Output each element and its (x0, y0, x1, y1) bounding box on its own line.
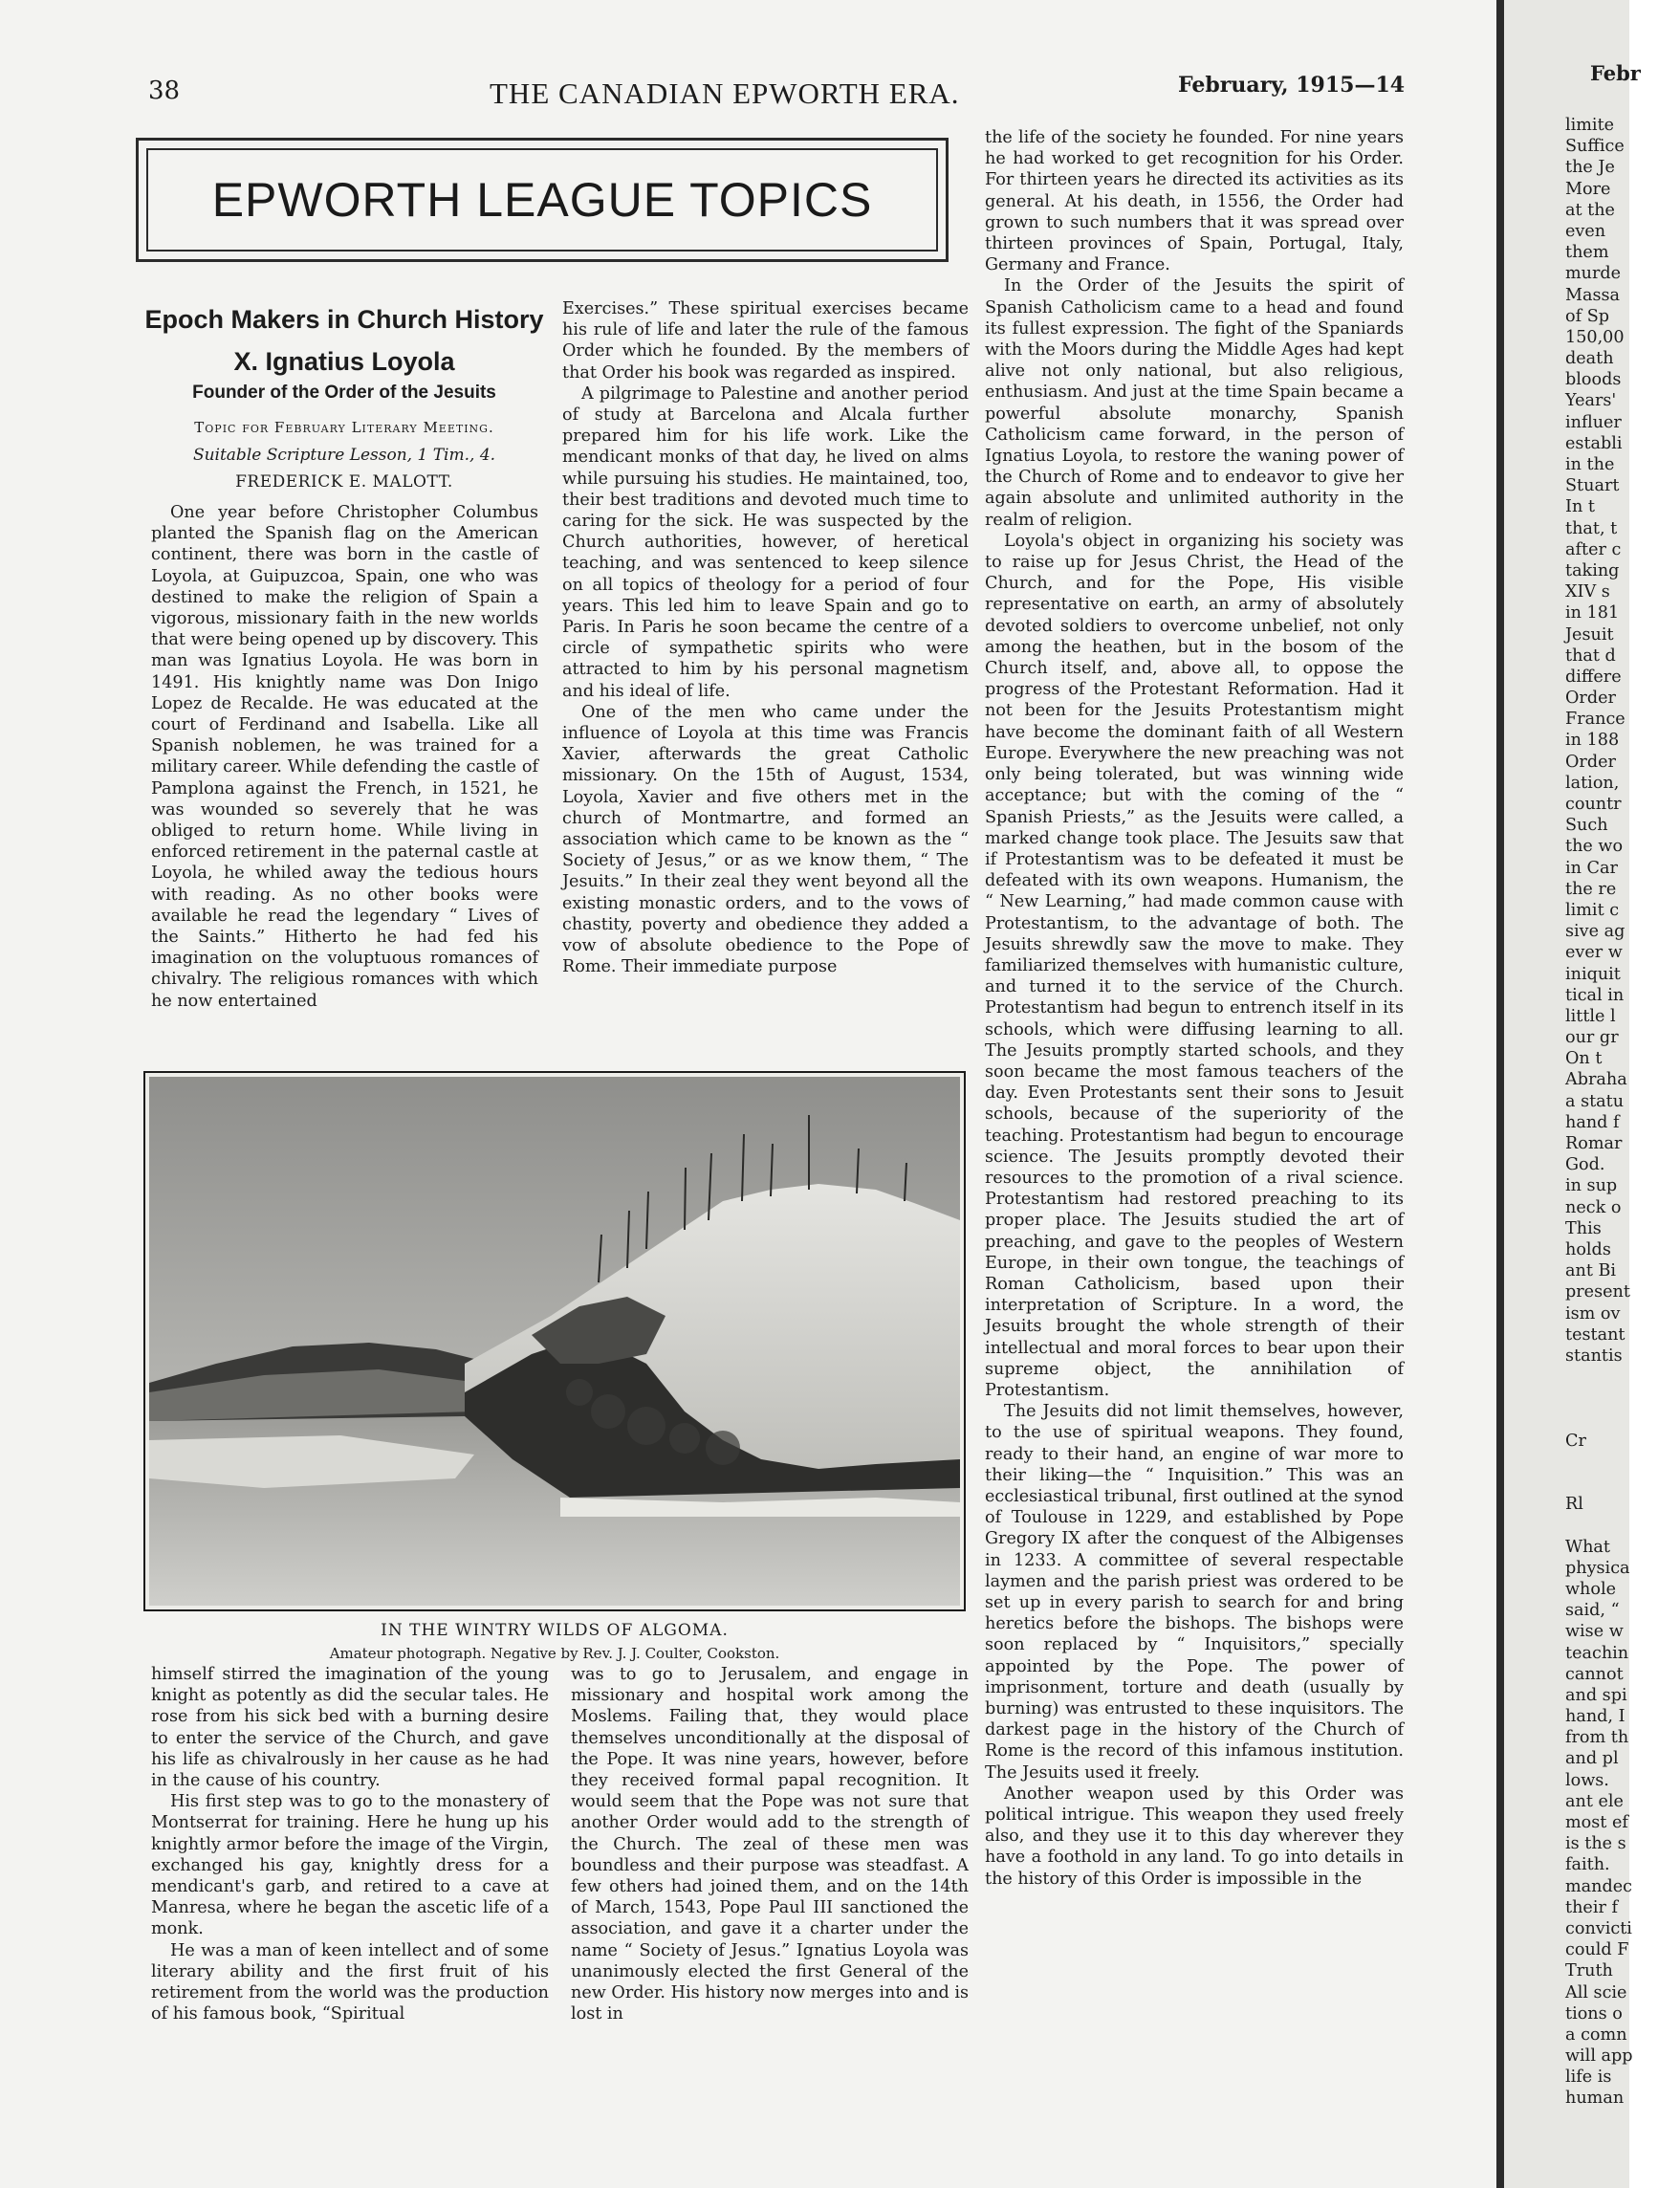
facing-page-line: could F (1565, 1940, 1629, 1960)
section-banner (136, 138, 949, 262)
text-column-4 (151, 1664, 549, 2037)
facing-page-line: Jesuit (1565, 624, 1614, 645)
facing-page-line: Truth (1565, 1961, 1613, 1981)
facing-page-line: in Car (1565, 858, 1618, 878)
paragraph: One year before Christopher Columbus planted the Spanish flag on the American continent, there was born in the castle of Loyola, at Guipuzcoa, Spain, one who was destined to make the religion of Spain a vigorous, missionary faith in the new worlds that were being opened up by discovery. This man was Ignatius Loyola. He was born in 1491. His knightly name was Don Inigo Lopez de Recalde. He was educated at the court of Ferdinand and Isabella. Like all Spanish noblemen, he was trained for a military career. While defending the castle of Pamplona against the French, in 1521, he was wounded so severely that he was obliged to return home. While living in enforced retirement in the paternal castle at Loyola, he whiled away the tedious hours with reading. As no other books were available he read the legendary “ Lives of the Saints.” Hitherto he had fed his imagination on the voluptuous romances of chivalry. The religious romances with which he now entertained (151, 503, 538, 1011)
facing-page-line: is the s (1565, 1834, 1626, 1854)
facing-page-line: taking (1565, 560, 1620, 580)
facing-page-line: 150,00 (1565, 327, 1625, 347)
facing-page-line (1565, 1409, 1680, 1430)
facing-page-line: God. (1565, 1155, 1605, 1175)
facing-page-line: iniquit (1565, 964, 1621, 984)
facing-page-line: What (1565, 1537, 1610, 1557)
facing-page-line: human (1565, 2089, 1625, 2109)
paragraph: His first step was to go to the monastery of Montserrat for training. Here he hung up his knightly armor before the image of the Virgin, exchanged his gay, knightly dress for a mendicant's garb, and retired to a cave at Manresa, where he began the ascetic life of a monk. (151, 1792, 549, 1939)
facing-page-line: in sup (1565, 1176, 1618, 1196)
facing-page-line: sive ag (1565, 922, 1625, 942)
facing-page-line: On t (1565, 1049, 1603, 1069)
facing-page-line: the Je (1565, 158, 1615, 178)
facing-page-line: even (1565, 221, 1606, 241)
facing-page-line: that d (1565, 645, 1616, 666)
facing-page-line: All scie (1565, 1982, 1627, 2002)
facing-page-line: faith. (1565, 1855, 1610, 1875)
facing-page-line: of Sp (1565, 306, 1610, 326)
facing-page-line: Stuart (1565, 476, 1620, 496)
paragraph: Another weapon used by this Order was political intrigue. This weapon they used freely also, and they use it to this day wherever they have a foothold in any land. To go into details in the history of this Order is impossible in the (985, 1783, 1404, 1889)
facing-page-line: Massa (1565, 285, 1621, 305)
paragraph: The Jesuits did not limit themselves, however, to the use of spiritual weapons. They found, ready to their hand, an engine of war more to their liking—the “ Inquisition.” This was an ecclesiastical tribunal, first outlined at the synod of Toulouse in 1229, and established by Pope Gregory IX after the conquest of the Albigenses in 1233. A committee of several respectable laymen and the parish priest was ordered to be set up in every parish to search for and bring heretics before the bishops. The bishops were soon replaced by “ Inquisitors,” specially appointed by the Pope. The power of imprisonment, torture and death (usually by burning) was entrusted to these inquisitors. The darkest page in the history of the Church of Rome is the record of this infamous institution. The Jesuits used it freely. (985, 1402, 1404, 1783)
paragraph: In the Order of the Jesuits the spirit of Spanish Catholicism came to a head and found its fullest expression. The fight of the Spaniards with the Moors during the Middle Ages had kept alive not only national, but also religious, enthusiasm. And just at the time Spain became a powerful absolute monarchy, Spanish Catholicism came forward, in the person of Ignatius Loyola, to restore the waning power of the Church of Rome and to endeavor to give her again absolute and unlimited authority in the realm of religion. (985, 276, 1404, 530)
facing-page-line: France (1565, 710, 1625, 730)
facing-page-column (1565, 115, 1680, 2110)
section-banner-title: EPWORTH LEAGUE TOPICS (211, 173, 873, 227)
facing-page-line: hand, I (1565, 1707, 1625, 1727)
text-column-3 (985, 127, 1404, 2054)
facing-page-line: them (1565, 243, 1609, 263)
paragraph: He was a man of keen intellect and of some literary ability and the first fruit of his retirement from the world was the production of his famous book, “Spiritual (151, 1940, 549, 2024)
facing-page-line: physica (1565, 1558, 1630, 1578)
page-gutter (1496, 0, 1504, 2188)
facing-page-line: after c (1565, 539, 1622, 559)
facing-page-line: Cr (1565, 1431, 1586, 1451)
facing-page-line: holds (1565, 1239, 1611, 1259)
facing-page-line: neck o (1565, 1197, 1622, 1217)
article-scripture: Suitable Scripture Lesson, 1 Tim., 4. (192, 446, 496, 465)
facing-page-line: More (1565, 179, 1611, 199)
paragraph: himself stirred the imagination of the young knight as potently as did the secular tales. He rose from his sick bed with a burning desire to enter the service of the Church, and gave his life as chivalrously in her cause as he had in the cause of his country. (151, 1665, 549, 1791)
facing-page-line: tical in (1565, 985, 1625, 1005)
text-column-1 (151, 502, 538, 1061)
facing-page-line: Abraha (1565, 1070, 1627, 1090)
facing-page-line (1565, 1452, 1680, 1473)
photo-credit: Amateur photograph. Negative by Rev. J. J. Coulter, Cookston. (329, 1645, 780, 1662)
article-header (134, 304, 555, 492)
article-subject: X. Ignatius Loyola (233, 347, 455, 376)
facing-page-line (1565, 1388, 1680, 1409)
facing-page-line: ant Bi (1565, 1261, 1617, 1281)
facing-page-line: mandec (1565, 1876, 1633, 1896)
photograph (143, 1071, 966, 1611)
facing-page (1504, 0, 1641, 2188)
facing-page-line: little l (1565, 1006, 1616, 1026)
facing-page-line: Rl (1565, 1495, 1583, 1515)
facing-page-line: cannot (1565, 1664, 1624, 1684)
article-subtitle: Founder of the Order of the Jesuits (192, 383, 496, 403)
facing-page-line: Such (1565, 816, 1608, 836)
facing-page-line (1565, 1473, 1680, 1494)
text-column-2 (562, 298, 969, 1069)
facing-page-line: most ef (1565, 1813, 1628, 1832)
section-banner-inner (146, 148, 938, 252)
facing-page-line: differe (1565, 667, 1622, 687)
facing-page-line (1565, 1367, 1680, 1388)
facing-page-line: ever w (1565, 943, 1623, 963)
facing-page-line: a statu (1565, 1091, 1625, 1111)
facing-page-line: limit c (1565, 900, 1620, 920)
text-column-5 (571, 1664, 969, 2037)
facing-page-line: lation, (1565, 773, 1620, 793)
facing-page-line (1565, 1515, 1680, 1536)
paragraph: Loyola's object in organizing his society was to raise up for Jesus Christ, the Head of the Church, and for the Pope, His visible representative on earth, an army of absolutely devoted soldiers to overcome unbelief, not only among the heathen, but in the bosom of the Church itself, and, above all, to oppose the progress of the Protestant Reformation. Had it not been for the Jesuits Protestantism might have become the dominant faith of all Western Europe. Everywhere the new preaching was not only being tolerated, but was winning wide acceptance; but with the coming of the “ Spanish Priests,” as the Jesuits were called, a marked change took place. The Jesuits saw that if Protestantism was to be defeated it must be defeated with its own weapons. Humanism, the “ New Learning,” had made common cause with Protestantism, to the advantage of both. The Jesuits shrewdly saw the move to make. They familiarized themselves with humanistic culture, and turned it to the service of the Church. Protestantism had begun to entrench itself in its schools, which were diffusing learning to all. The Jesuits promptly started schools, and they soon became the most famous teachers of the day. Even Protestants sent their sons to Jesuit schools, because of the superiority of the teaching. Protestantism had begun to encourage science. The Jesuits promptly devoted their resources to the promotion of a rival science. Protestantism had restored preaching to its proper place. The Jesuits studied the art of preaching, and gave to the peoples of Western Europe, in their own tongue, the teachings of Roman Catholicism, based upon their interpretation of Scripture. In a word, the Jesuits brought the whole strength of their intellectual and moral forces to bear upon their supreme object, the annihilation of Protestantism. (985, 531, 1404, 1400)
facing-page-line: countr (1565, 795, 1622, 814)
facing-page-line: death (1565, 349, 1614, 369)
facing-page-line: Suffice (1565, 137, 1625, 157)
facing-page-line: limite (1565, 116, 1615, 135)
facing-page-line: the wo (1565, 837, 1624, 857)
facing-page-line: that, t (1565, 518, 1618, 538)
facing-page-line: from th (1565, 1728, 1629, 1748)
paragraph: A pilgrimage to Palestine and another period of study at Barcelona and Alcala further prepared him for his life work. Like the mendicant monks of that day, he lived on alms while pursuing his studies. He maintained, too, their best traditions and devoted much time to caring for the sick. He was suspected by the Church authorities, however, of heretical teaching, and was sentenced to keep silence on all topics of theology for a period of four years. This led him to leave Spain and go to Paris. In Paris he soon became the centre of a circle of sympathetic spirits who were attracted to him by his personal magnetism and his ideal of life. (562, 383, 969, 701)
facing-page-line: in the (1565, 455, 1615, 474)
facing-page-line: stantis (1565, 1346, 1623, 1366)
facing-page-line: convicti (1565, 1918, 1632, 1938)
facing-page-line: at the (1565, 200, 1615, 220)
facing-page-line: murde (1565, 264, 1622, 284)
facing-page-line: and spi (1565, 1685, 1627, 1705)
facing-page-line: and pl (1565, 1749, 1619, 1769)
facing-page-line: whole (1565, 1579, 1617, 1599)
facing-page-line: lows. (1565, 1770, 1609, 1790)
article-heading: Epoch Makers in Church History (144, 305, 544, 334)
facing-page-line: In t (1565, 497, 1595, 517)
facing-page-line: testant (1565, 1324, 1625, 1345)
facing-page-line: hand f (1565, 1112, 1620, 1132)
paragraph: the life of the society he founded. For nine years he had worked to get recognition for his Order. For thirteen years he directed its activities as its general. At his death, in 1556, the Order had grown to such numbers that it was spread over thirteen provinces of Spain, Portugal, Italy, Germany and France. (985, 128, 1404, 275)
facing-page-line: their f (1565, 1897, 1618, 1917)
issue-date: February, 1915—14 (1178, 73, 1406, 98)
facing-page-line: influer (1565, 412, 1622, 432)
facing-page-line: will app (1565, 2046, 1633, 2067)
facing-page-line: said, “ (1565, 1601, 1620, 1621)
facing-page-line: a comn (1565, 2024, 1627, 2045)
facing-page-line: establi (1565, 433, 1623, 453)
publication-title: THE CANADIAN EPWORTH ERA. (490, 77, 960, 110)
facing-page-line: This (1565, 1218, 1602, 1238)
facing-page-line: teachin (1565, 1643, 1629, 1663)
article-topic: Topic for February Literary Meeting. (194, 419, 494, 436)
paragraph: One of the men who came under the influence of Loyola at this time was Francis Xavier, afterwards the great Catholic missionary. On the 15th of August, 1534, Loyola, Xavier and five others met in the church of Montmartre, and formed an association which came to be known as the “ Society of Jesus,” or as we know them, “ The Jesuits.” In their zeal they went beyond all the existing monastic orders, and to the vows of chastity, poverty and obedience they added a vow of absolute obedience to the Pope of Rome. Their immediate purpose (562, 702, 969, 977)
facing-page-line: Order (1565, 752, 1616, 772)
facing-page-line: tions o (1565, 2003, 1623, 2024)
winter-landscape-image (149, 1077, 960, 1606)
paragraph: Exercises.” These spiritual exercises became his rule of life and later the rule of the famous Order which he founded. By the members of that Order his book was regarded as inspired. (562, 299, 969, 383)
facing-page-line: in 181 (1565, 603, 1620, 624)
facing-page-line: ism ov (1565, 1303, 1621, 1324)
facing-page-line: wise w (1565, 1622, 1624, 1642)
article-author: FREDERICK E. MALOTT. (235, 472, 453, 492)
facing-page-line: in 188 (1565, 731, 1620, 751)
facing-page-line: Romar (1565, 1134, 1623, 1153)
paragraph: was to go to Jerusalem, and engage in missionary and hospital work among the Moslems. Failing that, they would place themselves unconditionally at the disposal of the Pope. It was nine years, however, before they received formal papal recognition. It would seem that the Pope was not sure that another Order would add to the strength of the Church. The zeal of these men was boundless and their purpose was steadfast. A few others had joined them, and on the 14th of March, 1543, Pope Paul III sanctioned the association, and gave it a charter under the name “ Society of Jesus.” Ignatius Loyola was unanimously elected the first General of the new Order. His history now merges into and is lost in (571, 1665, 969, 2024)
facing-page-line: present (1565, 1282, 1630, 1302)
facing-page-line: our gr (1565, 1028, 1619, 1048)
facing-page-line: life is (1565, 2068, 1612, 2088)
facing-page-line: the re (1565, 879, 1617, 899)
facing-page-date: Febr (1590, 61, 1641, 85)
facing-page-line: bloods (1565, 370, 1622, 390)
photo-caption: IN THE WINTRY WILDS OF ALGOMA. (381, 1621, 729, 1640)
facing-page-line: ant ele (1565, 1791, 1624, 1811)
facing-page-line: XIV s (1565, 582, 1610, 602)
facing-page-line: Years' (1565, 391, 1617, 411)
page-number: 38 (148, 77, 181, 105)
facing-page-line: Order (1565, 689, 1616, 709)
